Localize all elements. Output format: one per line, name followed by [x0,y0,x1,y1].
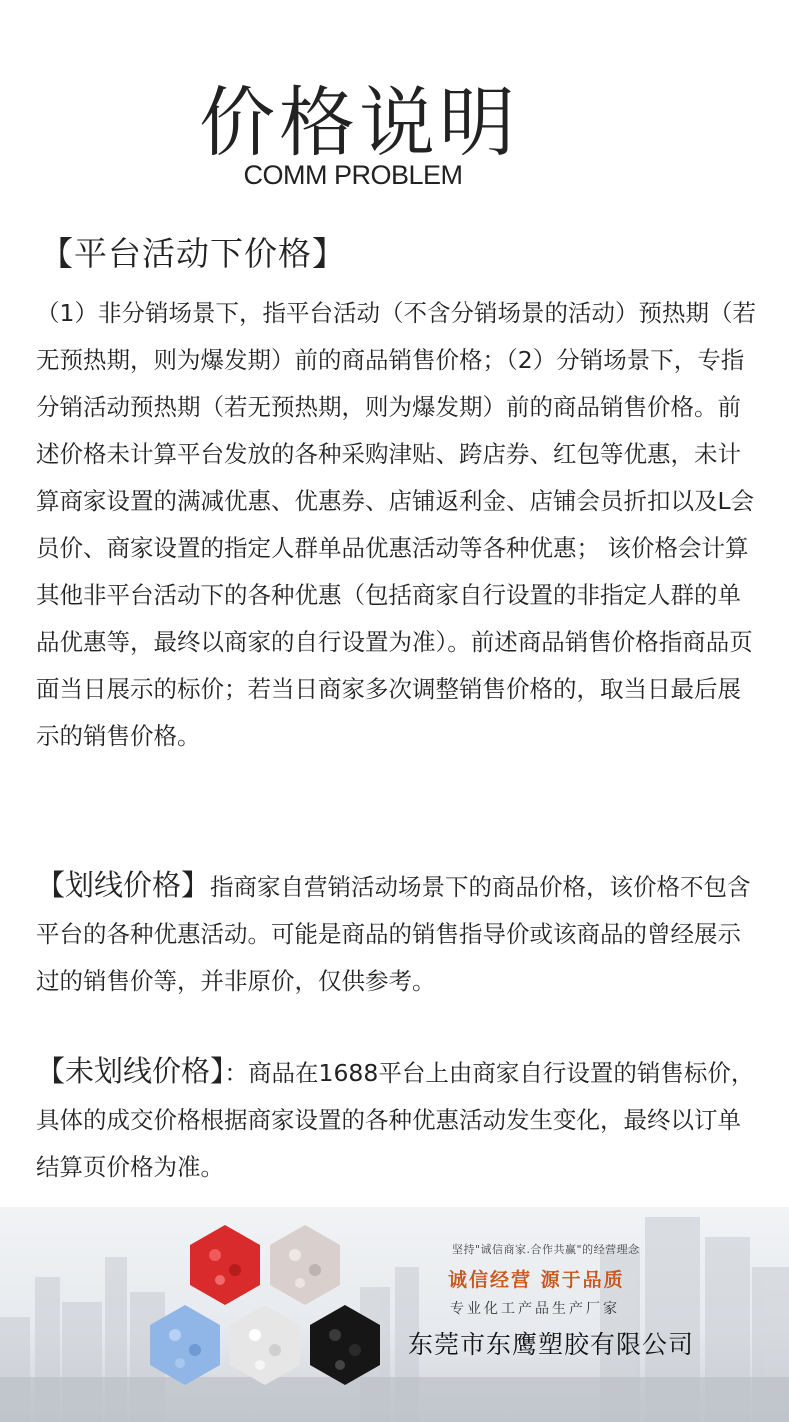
slogan-main: 诚信经营 源于品质 [448,1269,625,1291]
page-title: 价格说明 [199,78,519,167]
transparent-pellets-image [270,1225,340,1305]
city-skyline-background [0,1207,789,1422]
plastic-pellets-hexagon-images [150,1225,390,1422]
white-pellets-image [230,1305,300,1385]
section-heading-platform-price: 【平台活动下价格】 [40,234,346,273]
non-strikethrough-price-description: ：商品在1688平台上由商家自行设置的销售标价，具体的成交价格根据商家设置的各种优惠活动发生变化，最终以订单结算页价格为准。 [36,1059,755,1181]
page-subtitle: COMM PROBLEM [243,160,463,190]
company-banner [0,1207,789,1422]
non-strikethrough-price-paragraph [36,1048,761,1191]
strikethrough-price-paragraph [36,862,761,1005]
slogan-sub: 专业化工产品生产厂家 [450,1301,620,1317]
company-name: 东莞市东鹰塑胶有限公司 [408,1330,695,1359]
black-pellets-image [310,1305,380,1385]
non-strikethrough-price-heading: 【未划线价格】 [36,1054,225,1088]
slogan-philosophy: 坚持"诚信商家.合作共赢"的经营理念 [452,1243,640,1256]
strikethrough-price-description: 指商家自营销活动场景下的商品价格，该价格不包含平台的各种优惠活动。可能是商品的销售指导价或该商品的曾经展示过的销售价等，并非原价，仅供参考。 [36,873,751,995]
platform-price-description: （1）非分销场景下，指平台活动（不含分销场景的活动）预热期（若无预热期，则为爆发期）前的商品销售价格；（2）分销场景下，专指分销活动预热期（若无预热期，则为爆发期）前的商品销售价格。前述价格未计算平台发放的各种采购津贴、跨店券、红包等优惠，未计算商家设置的满减优惠、优惠券、店铺返利金、店铺会员折扣以及L会员价、商家设置的指定人群单品优惠活动等各种优惠； 该价格会计算其他非平台活动下的各种优惠（包括商家自行设置的非指定人群的单品优惠等，最终以商家的自行设置为准）。前述商品销售价格指商品页面当日展示的标价；若当日商家多次调整销售价格的，取当日最后展示的销售价格。 [36,299,756,750]
red-pellets-image [190,1225,260,1305]
strikethrough-price-heading: 【划线价格】 [36,868,211,902]
blue-pellets-image [150,1305,220,1385]
